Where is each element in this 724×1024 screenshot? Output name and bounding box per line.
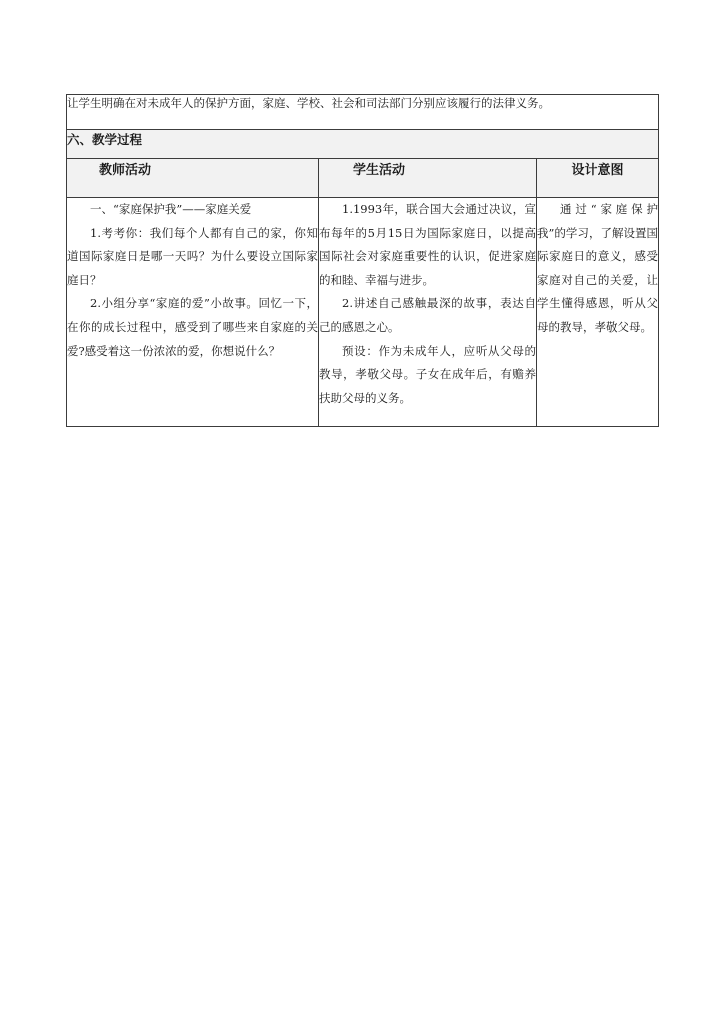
header-teacher-activity: 教师活动 — [67, 159, 319, 198]
section-row — [67, 130, 659, 159]
teacher-activity-paragraph: 一、“家庭保护我”——家庭关爱 — [90, 202, 252, 216]
objective-row — [67, 95, 659, 130]
table-header-row — [67, 159, 659, 198]
lesson-plan-table — [66, 94, 659, 427]
section-title: 六、教学过程 — [67, 130, 659, 159]
design-intent-paragraph: 通过“家庭保护我”的学习，了解设置国际家庭日的意义，感受家庭对自己的关爱，让学生懂得感恩，听从父母的教导，孝敬父母。 — [537, 202, 659, 334]
teacher-activity-paragraph: 2.小组分享“家庭的爱”小故事。回忆一下，在你的成长过程中，感受到了哪些来自家庭的关爱?感受着这一份浓浓的爱，你想说什么？ — [67, 296, 318, 358]
lesson-plan-page — [66, 94, 658, 427]
header-design-intent: 设计意图 — [537, 159, 659, 198]
student-activity-cell — [319, 198, 537, 427]
design-intent-cell — [537, 198, 659, 427]
teacher-activity-paragraph: 1.考考你：我们每个人都有自己的家，你知道国际家庭日是哪一天吗？为什么要设立国际家庭日？ — [67, 225, 318, 287]
teacher-activity-cell — [67, 198, 319, 427]
student-activity-paragraph: 2.讲述自己感触最深的故事，表达自己的感恩之心。 — [319, 296, 536, 334]
header-student-activity: 学生活动 — [319, 159, 537, 198]
student-activity-paragraph: 预设：作为未成年人，应听从父母的教导，孝敬父母。子女在成年后，有赡养扶助父母的义务。 — [319, 343, 536, 405]
table-body-row — [67, 198, 659, 427]
objective-text: 让学生明确在对未成年人的保护方面，家庭、学校、社会和司法部门分别应该履行的法律义务。 — [67, 95, 659, 130]
student-activity-paragraph: 1.1993年，联合国大会通过决议，宣布每年的5月15日为国际家庭日，以提高国际社会对家庭重要性的认识，促进家庭的和睦、幸福与进步。 — [319, 202, 536, 287]
